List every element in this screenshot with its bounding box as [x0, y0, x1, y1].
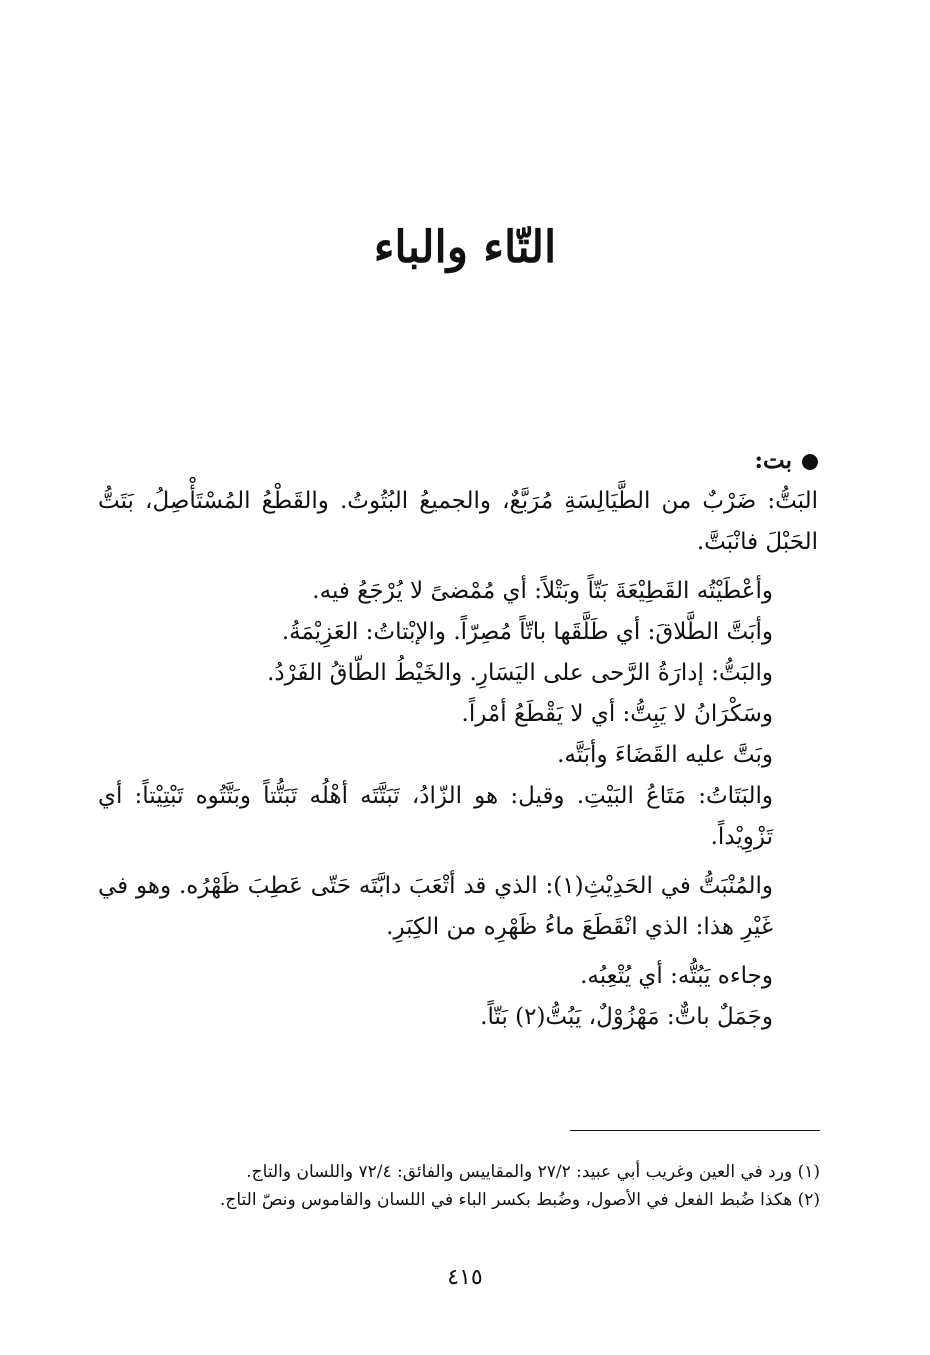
footnotes — [160, 1158, 820, 1214]
paragraph: وبَتَّ عليه القَضَاءَ وأبَتَّه. — [557, 742, 773, 768]
footnote: (١) ورد في العين وغريب أبي عبيد: ٢٧/٢ والمقاييس والفائق: ٧٢/٤ واللسان والتاج. — [246, 1162, 820, 1182]
entry-heading — [98, 440, 818, 481]
paragraph: البَتُّ: ضَرْبٌ من الطَّيَالِسَةِ مُرَبَّعٌ، والجميعُ البُتُوتُ. والقَطْعُ المُسْتَأْصِلُ، بَتَتُّ الحَبْلَ فانْبَتَّ. — [98, 488, 818, 555]
paragraph: وسَكْرَانُ لا يَبِتُّ: أي لا يَقْطَعُ أمْراً. — [461, 701, 773, 727]
entry-head-label: بت: — [754, 447, 792, 474]
chapter-title: التّاء والباء — [373, 222, 557, 273]
footnote: (٢) هكذا ضُبط الفعل في الأصول، وضُبط بكسر الباء في اللسان والقاموس ونصّ التاج. — [219, 1190, 820, 1210]
paragraph: والبَتُّ: إدارَةُ الرَّحى على اليَسَارِ. والخَيْطُ الطّاقُ الفَرْدُ. — [267, 660, 773, 686]
paragraph: وأبَتَّ الطَّلاقَ: أي طَلَّقَها باتّاً مُصِرّاً. والإبْتاتُ: العَزِيْمَةُ. — [281, 619, 773, 645]
footnote-divider — [570, 1130, 820, 1131]
paragraph: وجاءه يَبُتُّه: أي يُتْعِبُه. — [580, 963, 773, 989]
page-number: ٤١٥ — [447, 1265, 483, 1290]
paragraph: والمُنْبَتُّ في الحَدِيْثِ(١): الذي قد أتْعَبَ دابَّتَه حَتّى عَطِبَ ظَهْرُه. وهو في غَيْرِ هذا: الذي انْقَطَعَ ماءُ ظَهْرِه من الكِبَرِ. — [98, 873, 773, 940]
entry-body — [98, 440, 818, 1038]
paragraph: وجَمَلٌ باتٌّ: مَهْزُوْلٌ، يَبُتُّ(٢) بَتّاً. — [480, 1004, 773, 1030]
bullet-icon — [802, 454, 818, 470]
paragraph: وأعْطَيْتُه القَطِيْعَةَ بَتّاً وبَتْلاً: أي مُمْضىً لا يُرْجَعُ فيه. — [312, 578, 773, 604]
paragraph: والبَتَاتُ: مَتَاعُ البَيْتِ. وقيل: هو الزّادُ، تَبَتَّتَه أهْلُه تَبَتُّتاً وبَتَّتُوه تَبْتِيْتاً: أي تَزْوِيْداً. — [98, 783, 773, 850]
